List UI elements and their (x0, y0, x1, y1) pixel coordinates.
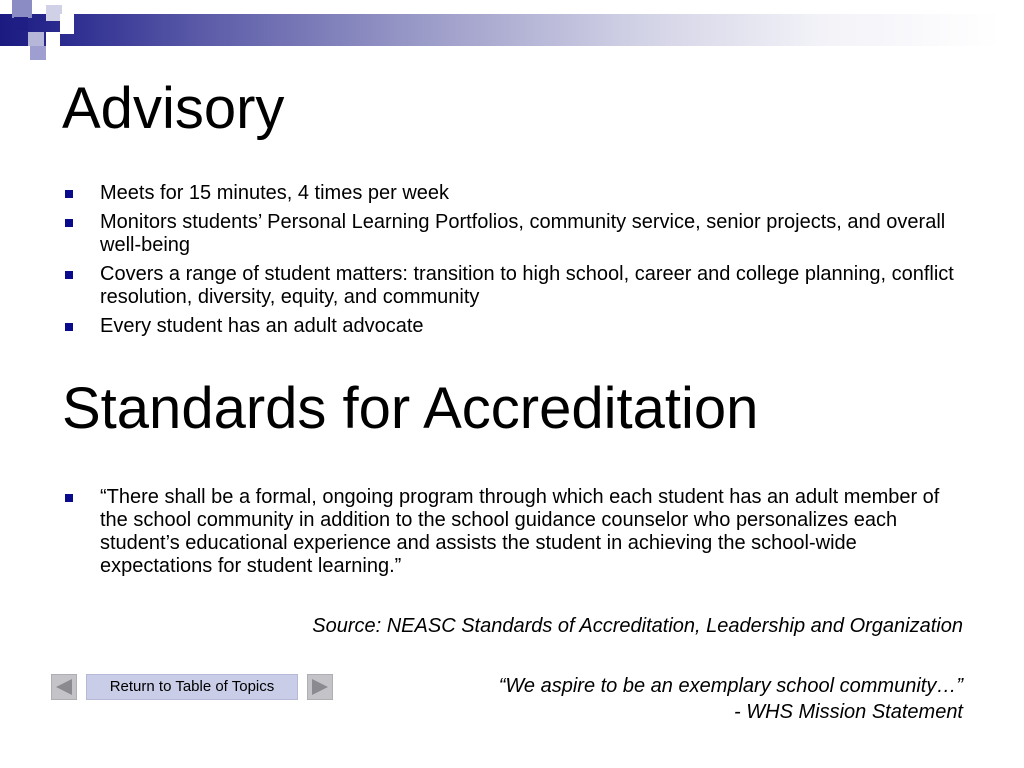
square-bullet-icon (65, 271, 73, 279)
bullet-text: Covers a range of student matters: transition to high school, career and college planning, conflict resolution, diversity, equity, and community (100, 263, 954, 308)
list-item (62, 486, 962, 578)
header-decor-square (60, 14, 74, 34)
header-decor-square (46, 32, 60, 46)
triangle-left-icon (52, 675, 76, 699)
header-gradient-band (0, 14, 1024, 46)
square-bullet-icon (65, 494, 73, 502)
header-decor-square (28, 32, 44, 46)
square-bullet-icon (65, 323, 73, 331)
next-slide-button[interactable] (307, 674, 333, 700)
quote-attribution: - WHS Mission Statement (734, 701, 963, 723)
bullet-text: Meets for 15 minutes, 4 times per week (100, 182, 450, 204)
return-to-table-of-topics-button[interactable]: Return to Table of Topics (86, 674, 298, 700)
header-decor-square (12, 0, 32, 18)
header-decor-square (14, 17, 28, 31)
header-decor-square (30, 46, 46, 60)
bullet-text: Monitors students’ Personal Learning Portfolios, community service, senior projects, and overall well-being (100, 211, 946, 256)
list-item (62, 211, 962, 257)
previous-slide-button[interactable] (51, 674, 77, 700)
standards-heading: Standards for Accreditation (62, 376, 759, 441)
mission-quote: “We aspire to be an exemplary school community…” (498, 675, 963, 697)
standards-bullet-list (62, 486, 962, 578)
source-citation: Source: NEASC Standards of Accreditation, Leadership and Organization (312, 615, 963, 637)
advisory-bullet-list (62, 182, 962, 344)
list-item (62, 263, 962, 309)
bullet-text: Every student has an adult advocate (100, 315, 424, 337)
triangle-right-icon (308, 675, 332, 699)
square-bullet-icon (65, 219, 73, 227)
advisory-heading: Advisory (62, 76, 285, 141)
list-item (62, 315, 962, 338)
square-bullet-icon (65, 190, 73, 198)
bullet-text: “There shall be a formal, ongoing program through which each student has an adult member of the school community in addition to the school guidance counselor who personalizes each student’s educational experience and assists the student in achieving the school-wide expectations for student learning.” (100, 486, 940, 577)
list-item (62, 182, 962, 205)
